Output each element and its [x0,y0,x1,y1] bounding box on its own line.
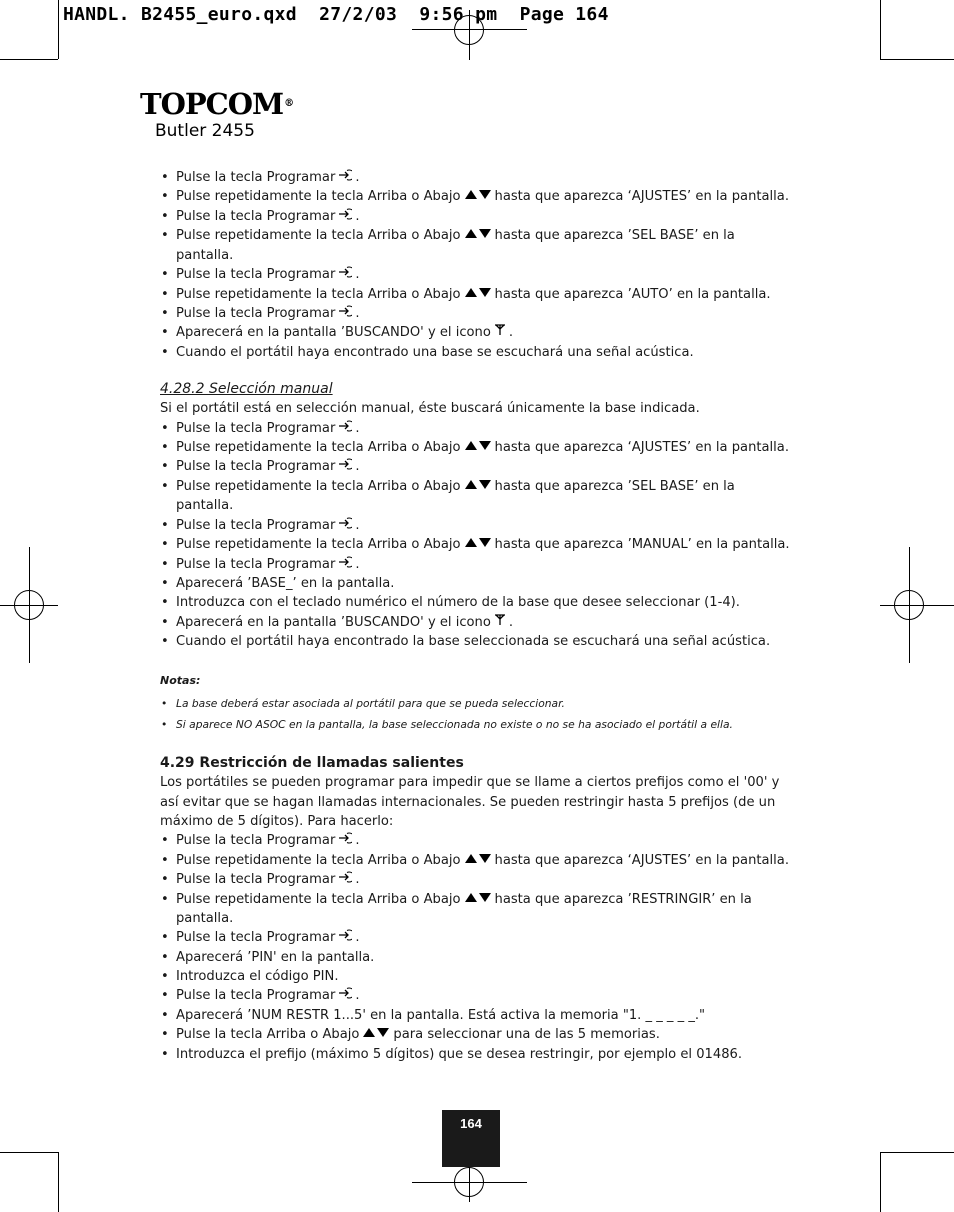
list-item: • Pulse la tecla Programar . [160,207,795,226]
program-key-icon [338,265,352,284]
list-item: • Pulse repetidamente la tecla Arriba o Abajo hasta que aparezca ’MANUAL’ en la pantalla. [160,535,795,554]
list-item: • Cuando el portátil haya encontrado una base se escuchará una señal acústica. [160,343,795,362]
list-item: • Pulse la tecla Programar . [160,419,795,438]
crop-mark [0,59,58,60]
program-key-icon [338,870,352,889]
program-key-icon [338,168,352,187]
list-item: • Pulse la tecla Programar . [160,168,795,187]
list-item: • Pulse repetidamente la tecla Arriba o Abajo hasta que aparezca ‘AJUSTES’ en la pantalla. [160,438,795,457]
up-down-arrows-icon [362,1025,390,1044]
program-key-icon [338,207,352,226]
list-item: • Introduzca con el teclado numérico el número de la base que desee seleccionar (1-4). [160,593,795,612]
steps-list-auto [160,168,795,362]
program-key-icon [338,555,352,574]
note-item: • Si aparece NO ASOC en la pantalla, la base seleccionada no existe o no se ha asociado el portátil a ella. [160,714,795,735]
list-item: • Pulse la tecla Arriba o Abajo para seleccionar una de las 5 memorias. [160,1025,795,1044]
list-item: • Aparecerá ’NUM RESTR 1...5' en la pantalla. Está activa la memoria "1. _ _ _ _ _." [160,1006,795,1025]
program-key-icon [338,457,352,476]
notes-heading: Notas: [160,674,201,688]
section-heading-restriction: 4.29 Restricción de llamadas salientes [160,755,464,772]
list-item: • Aparecerá en la pantalla ’BUSCANDO' y el icono . [160,323,795,342]
crop-mark [58,1152,59,1212]
program-key-icon [338,419,352,438]
up-down-arrows-icon [464,187,492,206]
program-key-icon [338,516,352,535]
up-down-arrows-icon [464,535,492,554]
list-item: • Pulse repetidamente la tecla Arriba o Abajo hasta que aparezca ‘AJUSTES’ en la pantalla. [160,851,795,870]
list-item: • Pulse repetidamente la tecla Arriba o Abajo hasta que aparezca ’RESTRINGIR’ en la pantalla. [160,890,795,929]
crop-mark [0,1152,58,1153]
notes-list [160,693,795,735]
list-item: • Pulse la tecla Programar . [160,831,795,850]
list-item: • Introduzca el prefijo (máximo 5 dígitos) que se desea restringir, por ejemplo el 01486. [160,1045,795,1064]
steps-list-restriction [160,831,795,1064]
list-item: • Pulse repetidamente la tecla Arriba o Abajo hasta que aparezca ’AUTO’ en la pantalla. [160,285,795,304]
list-item: • Pulse repetidamente la tecla Arriba o Abajo hasta que aparezca ’SEL BASE’ en la pantalla. [160,226,795,265]
up-down-arrows-icon [464,226,492,245]
page-content [160,168,795,1064]
program-key-icon [338,986,352,1005]
topcom-logo: TOPCOM® [140,87,294,121]
program-key-icon [338,928,352,947]
steps-list-manual [160,419,795,652]
crop-mark [880,1152,954,1153]
list-item: • Cuando el portátil haya encontrado la base seleccionada se escuchará una señal acústica. [160,632,795,651]
up-down-arrows-icon [464,438,492,457]
section-intro: Los portátiles se pueden programar para impedir que se llame a ciertos prefijos como el '00' y así evitar que se hagan llamadas internacionales. Se pueden restringir hasta 5 prefijos (de un máximo de 5 dígitos). Para hacerlo: [160,775,780,829]
crop-mark [880,0,881,59]
print-slug: HANDL. B2455_euro.qxd 27/2/03 9:56 pm Page 164 [63,4,609,25]
crop-mark [880,1152,881,1212]
list-item: • Aparecerá ’BASE_’ en la pantalla. [160,574,795,593]
page-number-box [442,1110,500,1167]
crop-mark [880,59,954,60]
page-number: 164 [460,1116,482,1131]
list-item: • Aparecerá ’PIN' en la pantalla. [160,948,795,967]
note-item: • La base deberá estar asociada al portátil para que se pueda seleccionar. [160,693,795,714]
antenna-icon [494,613,506,632]
up-down-arrows-icon [464,851,492,870]
antenna-icon [494,323,506,342]
list-item: • Pulse repetidamente la tecla Arriba o Abajo hasta que aparezca ‘AJUSTES’ en la pantalla. [160,187,795,206]
list-item: • Pulse la tecla Programar . [160,265,795,284]
list-item: • Pulse la tecla Programar . [160,555,795,574]
list-item: • Pulse la tecla Programar . [160,928,795,947]
list-item: • Pulse la tecla Programar . [160,870,795,889]
list-item: • Introduzca el código PIN. [160,967,795,986]
model-name: Butler 2455 [155,121,255,141]
list-item: • Pulse repetidamente la tecla Arriba o Abajo hasta que aparezca ’SEL BASE’ en la pantalla. [160,477,795,516]
list-item: • Pulse la tecla Programar . [160,457,795,476]
program-key-icon [338,304,352,323]
program-key-icon [338,831,352,850]
list-item: • Pulse la tecla Programar . [160,516,795,535]
section-heading-manual: 4.28.2 Selección manual [160,381,333,398]
up-down-arrows-icon [464,477,492,496]
up-down-arrows-icon [464,890,492,909]
list-item: • Pulse la tecla Programar . [160,986,795,1005]
list-item: • Aparecerá en la pantalla ’BUSCANDO' y el icono . [160,613,795,632]
list-item: • Pulse la tecla Programar . [160,304,795,323]
crop-mark [58,0,59,59]
up-down-arrows-icon [464,285,492,304]
section-intro: Si el portátil está en selección manual, éste buscará únicamente la base indicada. [160,401,700,417]
